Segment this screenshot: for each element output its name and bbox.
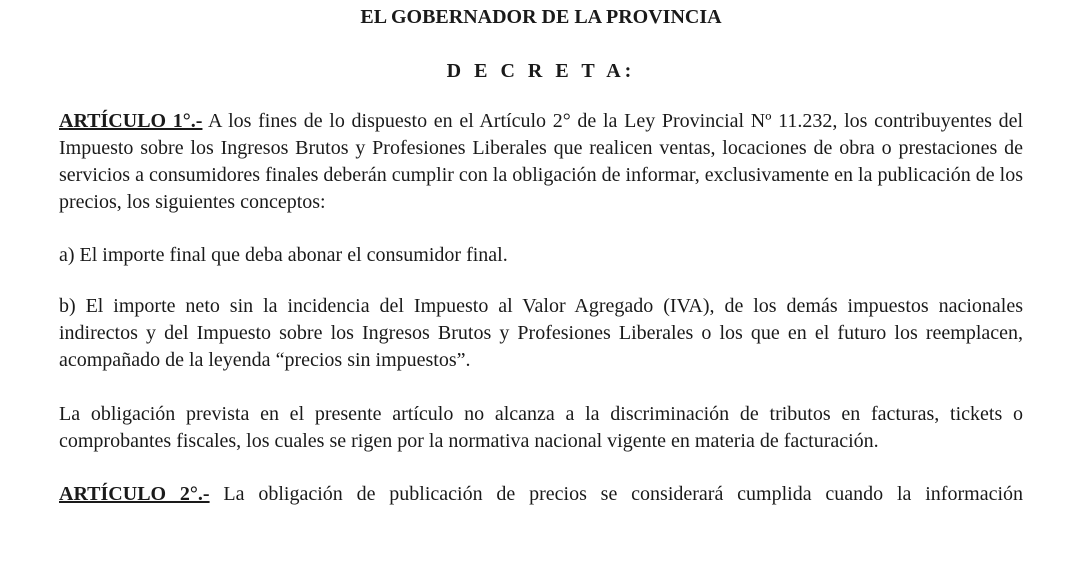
item-b-paragraph: b) El importe neto sin la incidencia del Impuesto al Valor Agregado (IVA), de los demás impuestos nacionales indirectos y del Impuesto sobre los Ingresos Brutos y Profesiones Liberales o los que en el futuro los reemplacen, acompañado de la leyenda “precios sin impuestos”. — [59, 295, 1023, 371]
item-a-paragraph: a) El importe final que deba abonar el consumidor final. — [59, 244, 508, 266]
article-1-paragraph — [59, 108, 1023, 216]
article-2-label: ARTÍCULO 2°.- — [59, 483, 210, 505]
page-title: EL GOBERNADOR DE LA PROVINCIA — [360, 6, 722, 28]
decreta-heading: D E C R E T A: — [446, 60, 636, 82]
article-2-text: La obligación de publicación de precios se considerará cumplida cuando la información — [223, 483, 1023, 505]
article-1-label: ARTÍCULO 1°.- — [59, 110, 203, 132]
obligation-note-paragraph: La obligación prevista en el presente artículo no alcanza a la discriminación de tributos en facturas, tickets o comprobantes fiscales, los cuales se rigen por la normativa nacional vigente en materia de facturación. — [59, 403, 1023, 452]
article-1-text: A los fines de lo dispuesto en el Artículo 2° de la Ley Provincial Nº 11.232, los contribuyentes del Impuesto sobre los Ingresos Brutos y Profesiones Liberales que realicen ventas, locaciones de obra o prestaciones de servicios a consumidores finales deberán cumplir con la obligación de informar, exclusivamente en la publicación de los precios, los siguientes conceptos: — [59, 110, 1023, 213]
article-2-paragraph — [59, 481, 1023, 508]
